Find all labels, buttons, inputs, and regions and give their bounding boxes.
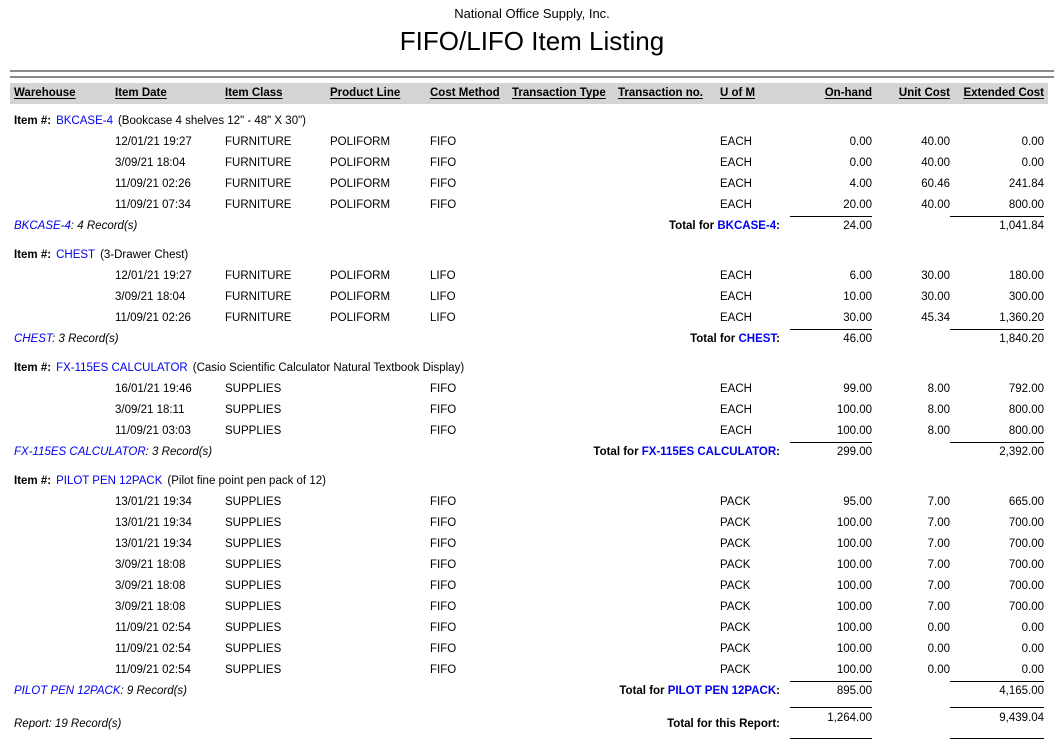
cell-item-class: SUPPLIES — [225, 425, 282, 437]
cell-transaction-type — [512, 492, 618, 513]
cell-product-line — [330, 421, 430, 442]
column-header-u-of-m: U of M — [720, 87, 756, 99]
group-record-count: PILOT PEN 12PACK: 9 Record(s) — [14, 685, 187, 697]
table-row — [14, 308, 1054, 329]
cell-on-hand: 100.00 — [836, 643, 872, 655]
item-header — [14, 470, 1054, 492]
cell-unit-cost: 7.00 — [927, 517, 950, 529]
cell-cost-method: FIFO — [430, 622, 457, 634]
cell-uom: PACK — [720, 580, 751, 592]
cell-transaction-type — [512, 576, 618, 597]
cell-warehouse — [14, 639, 115, 660]
cell-on-hand: 100.00 — [836, 580, 872, 592]
cell-unit-cost: 7.00 — [927, 601, 950, 613]
report-total-on-hand: 1,264.00 — [790, 707, 872, 739]
item-group — [14, 110, 1054, 236]
item-description: (Casio Scientific Calculator Natural Textbook Display) — [192, 362, 465, 374]
cell-cost-method: FIFO — [430, 383, 457, 395]
cell-item-date: 3/09/21 18:08 — [115, 580, 186, 592]
cell-uom: PACK — [720, 643, 751, 655]
cell-warehouse — [14, 379, 115, 400]
cell-extended-cost: 1,360.20 — [999, 312, 1044, 324]
cell-item-date: 3/09/21 18:08 — [115, 559, 186, 571]
cell-item-date: 3/09/21 18:11 — [115, 404, 185, 416]
item-group — [14, 357, 1054, 462]
item-rows — [14, 379, 1054, 442]
item-number-label: Item #: — [14, 362, 52, 374]
item-header — [14, 357, 1054, 379]
cell-cost-method: LIFO — [430, 312, 456, 324]
cell-item-date: 11/09/21 07:34 — [115, 199, 191, 211]
cell-product-line — [330, 379, 430, 400]
report-body — [10, 110, 1054, 701]
cell-uom: PACK — [720, 622, 751, 634]
cell-item-class: SUPPLIES — [225, 580, 282, 592]
cell-warehouse — [14, 660, 115, 681]
column-header-item-date: Item Date — [115, 87, 167, 99]
group-total-row — [14, 442, 1054, 462]
cell-warehouse — [14, 534, 115, 555]
top-rule — [10, 70, 1054, 78]
cell-uom: EACH — [720, 312, 752, 324]
item-rows — [14, 266, 1054, 329]
group-total-on-hand: 299.00 — [790, 442, 872, 462]
cell-product-line — [330, 492, 430, 513]
cell-item-date: 13/01/21 19:34 — [115, 517, 192, 529]
cell-item-class: FURNITURE — [225, 157, 292, 169]
group-record-count: FX-115ES CALCULATOR: 3 Record(s) — [14, 446, 213, 458]
cell-transaction-type — [512, 195, 618, 216]
cell-product-line — [330, 618, 430, 639]
cell-on-hand: 100.00 — [836, 622, 872, 634]
cell-uom: EACH — [720, 425, 752, 437]
cell-on-hand: 100.00 — [836, 559, 872, 571]
item-header — [14, 110, 1054, 132]
cell-item-class: SUPPLIES — [225, 404, 282, 416]
item-code-link[interactable]: FX-115ES CALCULATOR — [56, 362, 188, 374]
cell-extended-cost: 0.00 — [1021, 622, 1044, 634]
table-row — [14, 492, 1054, 513]
table-row — [14, 660, 1054, 681]
group-total-row — [14, 216, 1054, 236]
cell-warehouse — [14, 421, 115, 442]
cell-unit-cost: 7.00 — [927, 496, 950, 508]
cell-unit-cost: 30.00 — [921, 291, 950, 303]
cell-extended-cost: 800.00 — [1008, 404, 1044, 416]
cell-extended-cost: 700.00 — [1008, 538, 1044, 550]
cell-uom: EACH — [720, 178, 752, 190]
cell-uom: PACK — [720, 559, 751, 571]
cell-unit-cost: 0.00 — [927, 664, 950, 676]
cell-transaction-no — [618, 195, 720, 216]
group-total-item-link[interactable]: CHEST — [738, 333, 777, 345]
cell-cost-method: LIFO — [430, 291, 456, 303]
table-row — [14, 618, 1054, 639]
cell-warehouse — [14, 597, 115, 618]
item-description: (3-Drawer Chest) — [100, 249, 189, 261]
cell-product-line: POLIFORM — [330, 270, 391, 282]
cell-cost-method: FIFO — [430, 601, 457, 613]
cell-transaction-no — [618, 379, 720, 400]
cell-uom: EACH — [720, 383, 752, 395]
cell-unit-cost: 7.00 — [927, 559, 950, 571]
cell-item-date: 16/01/21 19:46 — [115, 383, 192, 395]
cell-extended-cost: 700.00 — [1008, 601, 1044, 613]
column-header-cost-method: Cost Method — [430, 87, 500, 99]
cell-transaction-no — [618, 174, 720, 195]
cell-unit-cost: 40.00 — [921, 199, 950, 211]
cell-on-hand: 100.00 — [836, 538, 872, 550]
cell-on-hand: 95.00 — [843, 496, 872, 508]
cell-warehouse — [14, 287, 115, 308]
cell-uom: EACH — [720, 136, 752, 148]
column-header-warehouse: Warehouse — [14, 87, 76, 99]
cell-product-line — [330, 400, 430, 421]
cell-transaction-no — [618, 266, 720, 287]
table-row — [14, 132, 1054, 153]
item-description: (Bookcase 4 shelves 12" - 48" X 30") — [117, 115, 307, 127]
cell-transaction-no — [618, 618, 720, 639]
cell-warehouse — [14, 513, 115, 534]
cell-item-date: 11/09/21 02:26 — [115, 178, 191, 190]
table-row — [14, 153, 1054, 174]
group-total-row — [14, 681, 1054, 701]
table-row — [14, 513, 1054, 534]
table-row — [14, 400, 1054, 421]
cell-warehouse — [14, 618, 115, 639]
item-code-link[interactable]: CHEST — [56, 249, 96, 261]
cell-extended-cost: 241.84 — [1008, 178, 1044, 190]
cell-item-class: SUPPLIES — [225, 643, 282, 655]
cell-cost-method: LIFO — [430, 270, 456, 282]
cell-unit-cost: 30.00 — [921, 270, 950, 282]
cell-extended-cost: 700.00 — [1008, 580, 1044, 592]
cell-unit-cost: 8.00 — [927, 425, 950, 437]
cell-transaction-type — [512, 400, 618, 421]
cell-item-class: SUPPLIES — [225, 664, 282, 676]
report-record-count: Report: 19 Record(s) — [14, 718, 122, 730]
cell-item-class: SUPPLIES — [225, 622, 282, 634]
cell-item-date: 11/09/21 02:54 — [115, 664, 191, 676]
cell-on-hand: 4.00 — [849, 178, 872, 190]
cell-cost-method: FIFO — [430, 559, 457, 571]
cell-cost-method: FIFO — [430, 517, 457, 529]
cell-transaction-no — [618, 287, 720, 308]
cell-on-hand: 100.00 — [836, 664, 872, 676]
cell-warehouse — [14, 174, 115, 195]
cell-transaction-no — [618, 400, 720, 421]
item-code-link[interactable]: BKCASE-4 — [56, 115, 113, 127]
cell-cost-method: FIFO — [430, 425, 457, 437]
cell-unit-cost: 0.00 — [927, 622, 950, 634]
cell-cost-method: FIFO — [430, 538, 457, 550]
cell-unit-cost: 0.00 — [927, 643, 950, 655]
cell-item-class: FURNITURE — [225, 312, 292, 324]
cell-on-hand: 0.00 — [849, 157, 872, 169]
cell-on-hand: 100.00 — [836, 425, 872, 437]
cell-product-line — [330, 513, 430, 534]
cell-transaction-type — [512, 308, 618, 329]
column-header-on-hand: On-hand — [824, 87, 872, 99]
table-row — [14, 174, 1054, 195]
cell-unit-cost: 8.00 — [927, 383, 950, 395]
cell-warehouse — [14, 132, 115, 153]
cell-transaction-type — [512, 513, 618, 534]
cell-transaction-type — [512, 597, 618, 618]
group-total-on-hand: 46.00 — [790, 329, 872, 349]
cell-extended-cost: 300.00 — [1008, 291, 1044, 303]
table-row — [14, 195, 1054, 216]
cell-uom: EACH — [720, 404, 752, 416]
cell-product-line: POLIFORM — [330, 312, 391, 324]
cell-product-line: POLIFORM — [330, 157, 391, 169]
cell-transaction-type — [512, 555, 618, 576]
cell-item-class: FURNITURE — [225, 270, 292, 282]
cell-product-line: POLIFORM — [330, 136, 391, 148]
cell-warehouse — [14, 576, 115, 597]
cell-on-hand: 99.00 — [843, 383, 872, 395]
cell-unit-cost: 7.00 — [927, 538, 950, 550]
cell-transaction-no — [618, 308, 720, 329]
item-code-link[interactable]: PILOT PEN 12PACK — [56, 475, 163, 487]
cell-extended-cost: 800.00 — [1008, 199, 1044, 211]
table-row — [14, 639, 1054, 660]
page-title: FIFO/LIFO Item Listing — [399, 26, 665, 56]
cell-warehouse — [14, 555, 115, 576]
cell-unit-cost: 8.00 — [927, 404, 950, 416]
cell-item-class: SUPPLIES — [225, 538, 282, 550]
cell-product-line — [330, 660, 430, 681]
cell-transaction-no — [618, 660, 720, 681]
cell-extended-cost: 0.00 — [1021, 643, 1044, 655]
cell-on-hand: 6.00 — [849, 270, 872, 282]
cell-uom: PACK — [720, 538, 751, 550]
cell-on-hand: 100.00 — [836, 517, 872, 529]
cell-unit-cost: 45.34 — [921, 312, 950, 324]
cell-product-line — [330, 576, 430, 597]
cell-warehouse — [14, 400, 115, 421]
cell-uom: EACH — [720, 270, 752, 282]
cell-cost-method: FIFO — [430, 199, 457, 211]
cell-item-class: SUPPLIES — [225, 517, 282, 529]
table-row — [14, 555, 1054, 576]
cell-extended-cost: 180.00 — [1008, 270, 1044, 282]
item-rows — [14, 132, 1054, 216]
cell-uom: EACH — [720, 291, 752, 303]
cell-uom: PACK — [720, 601, 751, 613]
cell-transaction-type — [512, 287, 618, 308]
cell-item-date: 11/09/21 02:26 — [115, 312, 191, 324]
cell-extended-cost: 0.00 — [1021, 136, 1044, 148]
report-total-row — [10, 707, 1054, 741]
cell-warehouse — [14, 153, 115, 174]
cell-item-date: 12/01/21 19:27 — [115, 270, 192, 282]
cell-product-line — [330, 555, 430, 576]
cell-transaction-type — [512, 660, 618, 681]
cell-cost-method: FIFO — [430, 136, 457, 148]
cell-unit-cost: 40.00 — [921, 136, 950, 148]
cell-product-line: POLIFORM — [330, 291, 391, 303]
group-total-item-link[interactable]: PILOT PEN 12PACK — [667, 685, 777, 697]
cell-transaction-no — [618, 555, 720, 576]
cell-uom: PACK — [720, 517, 751, 529]
column-header-product-line: Product Line — [330, 87, 401, 99]
item-header — [14, 244, 1054, 266]
cell-item-date: 11/09/21 03:03 — [115, 425, 191, 437]
cell-item-date: 11/09/21 02:54 — [115, 622, 191, 634]
cell-warehouse — [14, 266, 115, 287]
cell-item-class: FURNITURE — [225, 136, 292, 148]
cell-transaction-no — [618, 132, 720, 153]
cell-transaction-type — [512, 266, 618, 287]
report-total-label: Total for this Report: — [667, 718, 780, 730]
cell-unit-cost: 40.00 — [921, 157, 950, 169]
cell-item-class: FURNITURE — [225, 291, 292, 303]
cell-transaction-no — [618, 513, 720, 534]
group-total-row — [14, 329, 1054, 349]
cell-item-date: 13/01/21 19:34 — [115, 538, 192, 550]
cell-transaction-type — [512, 153, 618, 174]
group-total-extended: 2,392.00 — [950, 442, 1044, 462]
cell-extended-cost: 700.00 — [1008, 517, 1044, 529]
table-row — [14, 597, 1054, 618]
cell-on-hand: 10.00 — [843, 291, 872, 303]
group-total-extended: 1,041.84 — [950, 216, 1044, 236]
group-record-count: BKCASE-4: 4 Record(s) — [14, 220, 138, 232]
cell-item-date: 3/09/21 18:04 — [115, 291, 186, 303]
cell-transaction-type — [512, 421, 618, 442]
cell-product-line: POLIFORM — [330, 199, 391, 211]
cell-extended-cost: 700.00 — [1008, 559, 1044, 571]
cell-extended-cost: 800.00 — [1008, 425, 1044, 437]
item-group — [14, 470, 1054, 701]
cell-product-line: POLIFORM — [330, 178, 391, 190]
cell-cost-method: FIFO — [430, 664, 457, 676]
cell-on-hand: 100.00 — [836, 601, 872, 613]
item-group — [14, 244, 1054, 349]
cell-item-class: SUPPLIES — [225, 559, 282, 571]
cell-transaction-type — [512, 379, 618, 400]
group-total-on-hand: 895.00 — [790, 681, 872, 701]
group-total-item-link[interactable]: BKCASE-4 — [717, 220, 777, 232]
cell-item-date: 13/01/21 19:34 — [115, 496, 192, 508]
cell-transaction-no — [618, 421, 720, 442]
group-total-label: Total for BKCASE-4: — [669, 220, 780, 232]
cell-uom: PACK — [720, 664, 751, 676]
cell-transaction-type — [512, 639, 618, 660]
cell-item-class: SUPPLIES — [225, 601, 282, 613]
report-total-extended: 9,439.04 — [950, 707, 1044, 739]
item-rows — [14, 492, 1054, 681]
cell-item-class: SUPPLIES — [225, 496, 282, 508]
cell-on-hand: 100.00 — [836, 404, 872, 416]
cell-extended-cost: 0.00 — [1021, 157, 1044, 169]
company-name: National Office Supply, Inc. — [454, 6, 610, 21]
item-number-label: Item #: — [14, 475, 52, 487]
cell-cost-method: FIFO — [430, 643, 457, 655]
cell-uom: EACH — [720, 199, 752, 211]
cell-extended-cost: 0.00 — [1021, 664, 1044, 676]
group-total-label: Total for CHEST: — [690, 333, 780, 345]
cell-uom: PACK — [720, 496, 751, 508]
cell-cost-method: FIFO — [430, 157, 457, 169]
cell-product-line — [330, 534, 430, 555]
table-row — [14, 379, 1054, 400]
column-header-row — [10, 83, 1048, 104]
group-total-label: Total for FX-115ES CALCULATOR: — [593, 446, 780, 458]
cell-item-date: 11/09/21 02:54 — [115, 643, 191, 655]
group-total-on-hand: 24.00 — [790, 216, 872, 236]
cell-unit-cost: 60.46 — [921, 178, 950, 190]
cell-product-line — [330, 597, 430, 618]
cell-transaction-type — [512, 618, 618, 639]
column-header-item-class: Item Class — [225, 87, 283, 99]
cell-transaction-type — [512, 534, 618, 555]
cell-cost-method: FIFO — [430, 496, 457, 508]
column-header-unit-cost: Unit Cost — [898, 87, 950, 99]
cell-cost-method: FIFO — [430, 178, 457, 190]
cell-item-class: FURNITURE — [225, 199, 292, 211]
table-row — [14, 287, 1054, 308]
cell-unit-cost: 7.00 — [927, 580, 950, 592]
cell-warehouse — [14, 195, 115, 216]
column-header-transaction-type: Transaction Type — [512, 87, 606, 99]
cell-warehouse — [14, 492, 115, 513]
table-row — [14, 266, 1054, 287]
group-total-item-link[interactable]: FX-115ES CALCULATOR — [641, 446, 777, 458]
group-record-count: CHEST: 3 Record(s) — [14, 333, 119, 345]
cell-transaction-no — [618, 597, 720, 618]
cell-extended-cost: 792.00 — [1008, 383, 1044, 395]
cell-cost-method: FIFO — [430, 404, 457, 416]
cell-on-hand: 20.00 — [843, 199, 872, 211]
cell-item-date: 3/09/21 18:08 — [115, 601, 186, 613]
cell-uom: EACH — [720, 157, 752, 169]
cell-item-date: 3/09/21 18:04 — [115, 157, 186, 169]
cell-on-hand: 0.00 — [849, 136, 872, 148]
item-description: (Pilot fine point pen pack of 12) — [167, 475, 326, 487]
column-header-extended-cost: Extended Cost — [963, 87, 1044, 99]
cell-on-hand: 30.00 — [843, 312, 872, 324]
cell-transaction-type — [512, 174, 618, 195]
cell-product-line — [330, 639, 430, 660]
cell-transaction-no — [618, 576, 720, 597]
cell-transaction-no — [618, 639, 720, 660]
group-total-extended: 1,840.20 — [950, 329, 1044, 349]
cell-item-class: FURNITURE — [225, 178, 292, 190]
table-row — [14, 421, 1054, 442]
table-row — [14, 576, 1054, 597]
cell-warehouse — [14, 308, 115, 329]
table-row — [14, 534, 1054, 555]
item-number-label: Item #: — [14, 115, 52, 127]
cell-transaction-no — [618, 153, 720, 174]
group-total-extended: 4,165.00 — [950, 681, 1044, 701]
cell-transaction-type — [512, 132, 618, 153]
cell-extended-cost: 665.00 — [1008, 496, 1044, 508]
column-header-transaction-no-: Transaction no. — [618, 87, 703, 99]
cell-cost-method: FIFO — [430, 580, 457, 592]
cell-transaction-no — [618, 534, 720, 555]
item-number-label: Item #: — [14, 249, 52, 261]
cell-transaction-no — [618, 492, 720, 513]
cell-item-date: 12/01/21 19:27 — [115, 136, 192, 148]
cell-item-class: SUPPLIES — [225, 383, 282, 395]
group-total-label: Total for PILOT PEN 12PACK: — [619, 685, 780, 697]
